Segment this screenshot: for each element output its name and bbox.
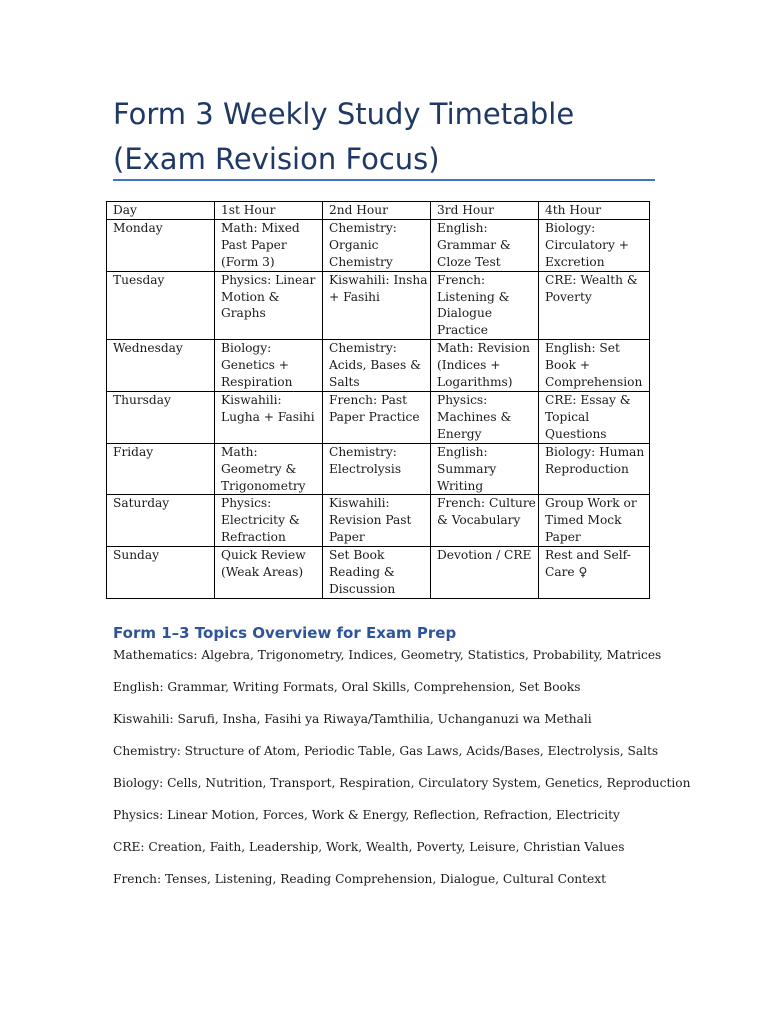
table-cell: Biology: Genetics + Respiration (215, 340, 323, 392)
table-cell: French: Culture & Vocabulary (431, 495, 539, 547)
table-cell: Chemistry: Organic Chemistry (323, 219, 431, 271)
table-row (107, 219, 650, 271)
table-cell: Biology: Human Reproduction (539, 443, 650, 495)
table-cell: Rest and Self-Care ♀ (539, 547, 650, 599)
timetable (106, 201, 650, 599)
day-cell: Wednesday (107, 340, 215, 392)
day-cell: Tuesday (107, 271, 215, 340)
table-cell: Math: Mixed Past Paper (Form 3) (215, 219, 323, 271)
day-cell: Saturday (107, 495, 215, 547)
table-cell: Physics: Machines & Energy (431, 391, 539, 443)
table-cell: Chemistry: Acids, Bases & Salts (323, 340, 431, 392)
title-underline (113, 179, 655, 181)
topic-line: English: Grammar, Writing Formats, Oral Skills, Comprehension, Set Books (113, 680, 581, 694)
header-cell: 2nd Hour (323, 202, 431, 220)
table-cell: Kiswahili: Revision Past Paper (323, 495, 431, 547)
table-cell: Devotion / CRE (431, 547, 539, 599)
header-cell: 4th Hour (539, 202, 650, 220)
table-cell: Kiswahili: Insha + Fasihi (323, 271, 431, 340)
topic-line: Biology: Cells, Nutrition, Transport, Respiration, Circulatory System, Genetics, Reproduction (113, 776, 691, 790)
table-cell: CRE: Essay & Topical Questions (539, 391, 650, 443)
table-cell: Group Work or Timed Mock Paper (539, 495, 650, 547)
day-cell: Sunday (107, 547, 215, 599)
topic-line: French: Tenses, Listening, Reading Comprehension, Dialogue, Cultural Context (113, 872, 607, 886)
table-cell: Math: Revision (Indices + Logarithms) (431, 340, 539, 392)
table-row (107, 391, 650, 443)
table-row (107, 495, 650, 547)
table-cell: Chemistry: Electrolysis (323, 443, 431, 495)
page-title: Form 3 Weekly Study Timetable (Exam Revision Focus) (113, 97, 575, 176)
table-cell: English: Set Book + Comprehension (539, 340, 650, 392)
topic-line: CRE: Creation, Faith, Leadership, Work, Wealth, Poverty, Leisure, Christian Values (113, 840, 625, 854)
header-cell: 3rd Hour (431, 202, 539, 220)
topic-line: Chemistry: Structure of Atom, Periodic Table, Gas Laws, Acids/Bases, Electrolysis, Salts (113, 744, 659, 758)
table-cell: Quick Review (Weak Areas) (215, 547, 323, 599)
table-cell: Math: Geometry & Trigonometry (215, 443, 323, 495)
header-cell: 1st Hour (215, 202, 323, 220)
topic-line: Physics: Linear Motion, Forces, Work & Energy, Reflection, Refraction, Electricity (113, 808, 620, 822)
table-row (107, 547, 650, 599)
table-row (107, 271, 650, 340)
table-cell: French: Past Paper Practice (323, 391, 431, 443)
table-row (107, 443, 650, 495)
topic-line: Mathematics: Algebra, Trigonometry, Indices, Geometry, Statistics, Probability, Matrices (113, 648, 662, 662)
table-cell: Biology: Circulatory + Excretion (539, 219, 650, 271)
table-cell: French: Listening & Dialogue Practice (431, 271, 539, 340)
table-cell: Kiswahili: Lugha + Fasihi (215, 391, 323, 443)
topic-line: Kiswahili: Sarufi, Insha, Fasihi ya Riwaya/Tamthilia, Uchanganuzi wa Methali (113, 712, 592, 726)
table-cell: CRE: Wealth & Poverty (539, 271, 650, 340)
table-cell: Physics: Electricity & Refraction (215, 495, 323, 547)
table-cell: Set Book Reading & Discussion (323, 547, 431, 599)
day-cell: Thursday (107, 391, 215, 443)
table-row (107, 340, 650, 392)
topics-heading: Form 1–3 Topics Overview for Exam Prep (113, 624, 457, 642)
table-cell: English: Grammar & Cloze Test (431, 219, 539, 271)
header-cell: Day (107, 202, 215, 220)
topics-list (113, 645, 713, 901)
day-cell: Monday (107, 219, 215, 271)
table-cell: Physics: Linear Motion & Graphs (215, 271, 323, 340)
table-header-row (107, 202, 650, 220)
table-cell: English: Summary Writing (431, 443, 539, 495)
day-cell: Friday (107, 443, 215, 495)
